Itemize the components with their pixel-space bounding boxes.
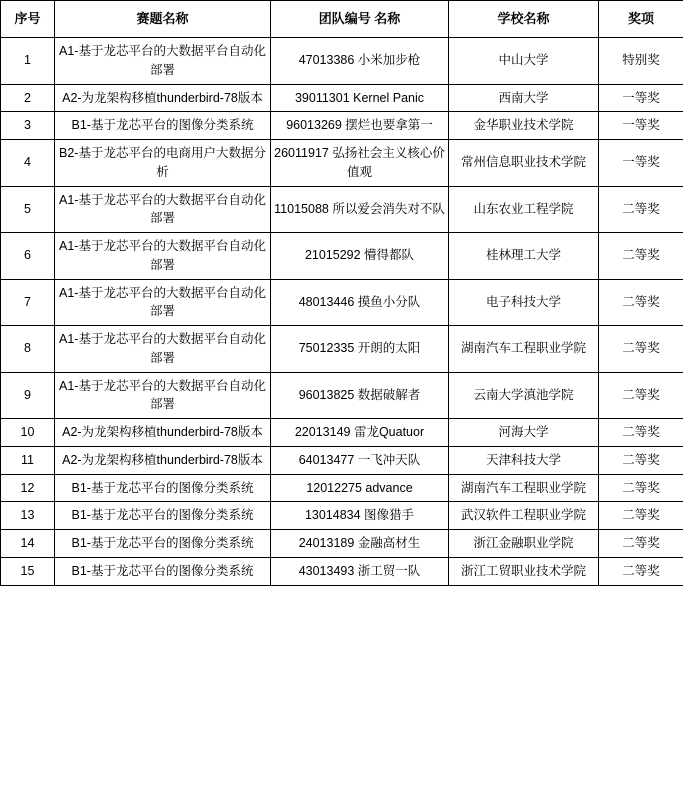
table-row: [1, 279, 683, 326]
cell-school: 金华职业技术学院: [449, 112, 599, 140]
column-header-school: 学校名称: [449, 1, 599, 38]
cell-school: 浙江工贸职业技术学院: [449, 557, 599, 585]
cell-school: 武汉软件工程职业学院: [449, 502, 599, 530]
table-row: [1, 557, 683, 585]
cell-team: 11015088 所以爱会消失对不队: [271, 186, 449, 233]
table-row: [1, 446, 683, 474]
cell-school: 浙江金融职业学院: [449, 530, 599, 558]
table-row: [1, 530, 683, 558]
table-row: [1, 326, 683, 373]
cell-school: 湖南汽车工程职业学院: [449, 474, 599, 502]
cell-award: 二等奖: [599, 446, 683, 474]
cell-school: 湖南汽车工程职业学院: [449, 326, 599, 373]
cell-team: 75012335 开朗的太阳: [271, 326, 449, 373]
cell-index: 1: [1, 38, 55, 85]
cell-award: 二等奖: [599, 474, 683, 502]
cell-title: A1-基于龙芯平台的大数据平台自动化部署: [55, 279, 271, 326]
cell-team: 26011917 弘扬社会主义核心价值观: [271, 140, 449, 187]
table-header-row: [1, 1, 683, 38]
table-row: [1, 419, 683, 447]
cell-team: 64013477 一飞冲天队: [271, 446, 449, 474]
cell-award: 二等奖: [599, 372, 683, 419]
cell-team: 39011301 Kernel Panic: [271, 84, 449, 112]
cell-title: A1-基于龙芯平台的大数据平台自动化部署: [55, 38, 271, 85]
column-header-team: 团队编号 名称: [271, 1, 449, 38]
cell-index: 3: [1, 112, 55, 140]
table-row: [1, 233, 683, 280]
cell-team: 47013386 小米加步枪: [271, 38, 449, 85]
cell-index: 6: [1, 233, 55, 280]
table-row: [1, 38, 683, 85]
cell-index: 9: [1, 372, 55, 419]
cell-index: 4: [1, 140, 55, 187]
cell-award: 二等奖: [599, 186, 683, 233]
cell-title: B2-基于龙芯平台的电商用户大数据分析: [55, 140, 271, 187]
cell-award: 二等奖: [599, 279, 683, 326]
cell-award: 一等奖: [599, 140, 683, 187]
cell-index: 8: [1, 326, 55, 373]
cell-school: 河海大学: [449, 419, 599, 447]
cell-school: 天津科技大学: [449, 446, 599, 474]
cell-index: 5: [1, 186, 55, 233]
cell-index: 2: [1, 84, 55, 112]
cell-award: 二等奖: [599, 557, 683, 585]
table-row: [1, 140, 683, 187]
cell-title: B1-基于龙芯平台的图像分类系统: [55, 502, 271, 530]
cell-team: 96013269 摆烂也要拿第一: [271, 112, 449, 140]
cell-team: 43013493 浙工贸一队: [271, 557, 449, 585]
cell-index: 7: [1, 279, 55, 326]
cell-award: 特别奖: [599, 38, 683, 85]
table-row: [1, 186, 683, 233]
cell-title: B1-基于龙芯平台的图像分类系统: [55, 557, 271, 585]
cell-team: 12012275 advance: [271, 474, 449, 502]
cell-award: 一等奖: [599, 84, 683, 112]
cell-team: 22013149 雷龙Quatuor: [271, 419, 449, 447]
cell-index: 10: [1, 419, 55, 447]
column-header-award: 奖项: [599, 1, 683, 38]
table-row: [1, 474, 683, 502]
cell-school: 中山大学: [449, 38, 599, 85]
cell-school: 西南大学: [449, 84, 599, 112]
table-row: [1, 84, 683, 112]
cell-title: A2-为龙架构移植thunderbird-78版本: [55, 446, 271, 474]
cell-team: 21015292 懵得都队: [271, 233, 449, 280]
cell-team: 24013189 金融高材生: [271, 530, 449, 558]
cell-award: 二等奖: [599, 419, 683, 447]
cell-school: 云南大学滇池学院: [449, 372, 599, 419]
cell-team: 96013825 数据破解者: [271, 372, 449, 419]
cell-index: 11: [1, 446, 55, 474]
cell-title: A1-基于龙芯平台的大数据平台自动化部署: [55, 186, 271, 233]
cell-title: B1-基于龙芯平台的图像分类系统: [55, 474, 271, 502]
cell-school: 电子科技大学: [449, 279, 599, 326]
table-row: [1, 502, 683, 530]
cell-school: 常州信息职业技术学院: [449, 140, 599, 187]
cell-index: 13: [1, 502, 55, 530]
table-row: [1, 112, 683, 140]
cell-award: 一等奖: [599, 112, 683, 140]
table-header: [1, 1, 683, 38]
column-header-index: 序号: [1, 1, 55, 38]
cell-title: B1-基于龙芯平台的图像分类系统: [55, 112, 271, 140]
cell-award: 二等奖: [599, 530, 683, 558]
cell-title: A1-基于龙芯平台的大数据平台自动化部署: [55, 326, 271, 373]
cell-award: 二等奖: [599, 233, 683, 280]
table-body: [1, 38, 683, 586]
cell-title: A2-为龙架构移植thunderbird-78版本: [55, 419, 271, 447]
cell-school: 山东农业工程学院: [449, 186, 599, 233]
table-row: [1, 372, 683, 419]
cell-index: 14: [1, 530, 55, 558]
cell-title: A2-为龙架构移植thunderbird-78版本: [55, 84, 271, 112]
cell-title: B1-基于龙芯平台的图像分类系统: [55, 530, 271, 558]
cell-title: A1-基于龙芯平台的大数据平台自动化部署: [55, 372, 271, 419]
cell-index: 12: [1, 474, 55, 502]
cell-team: 13014834 图像猎手: [271, 502, 449, 530]
cell-school: 桂林理工大学: [449, 233, 599, 280]
cell-title: A1-基于龙芯平台的大数据平台自动化部署: [55, 233, 271, 280]
cell-award: 二等奖: [599, 326, 683, 373]
cell-award: 二等奖: [599, 502, 683, 530]
column-header-title: 赛题名称: [55, 1, 271, 38]
cell-index: 15: [1, 557, 55, 585]
cell-team: 48013446 摸鱼小分队: [271, 279, 449, 326]
